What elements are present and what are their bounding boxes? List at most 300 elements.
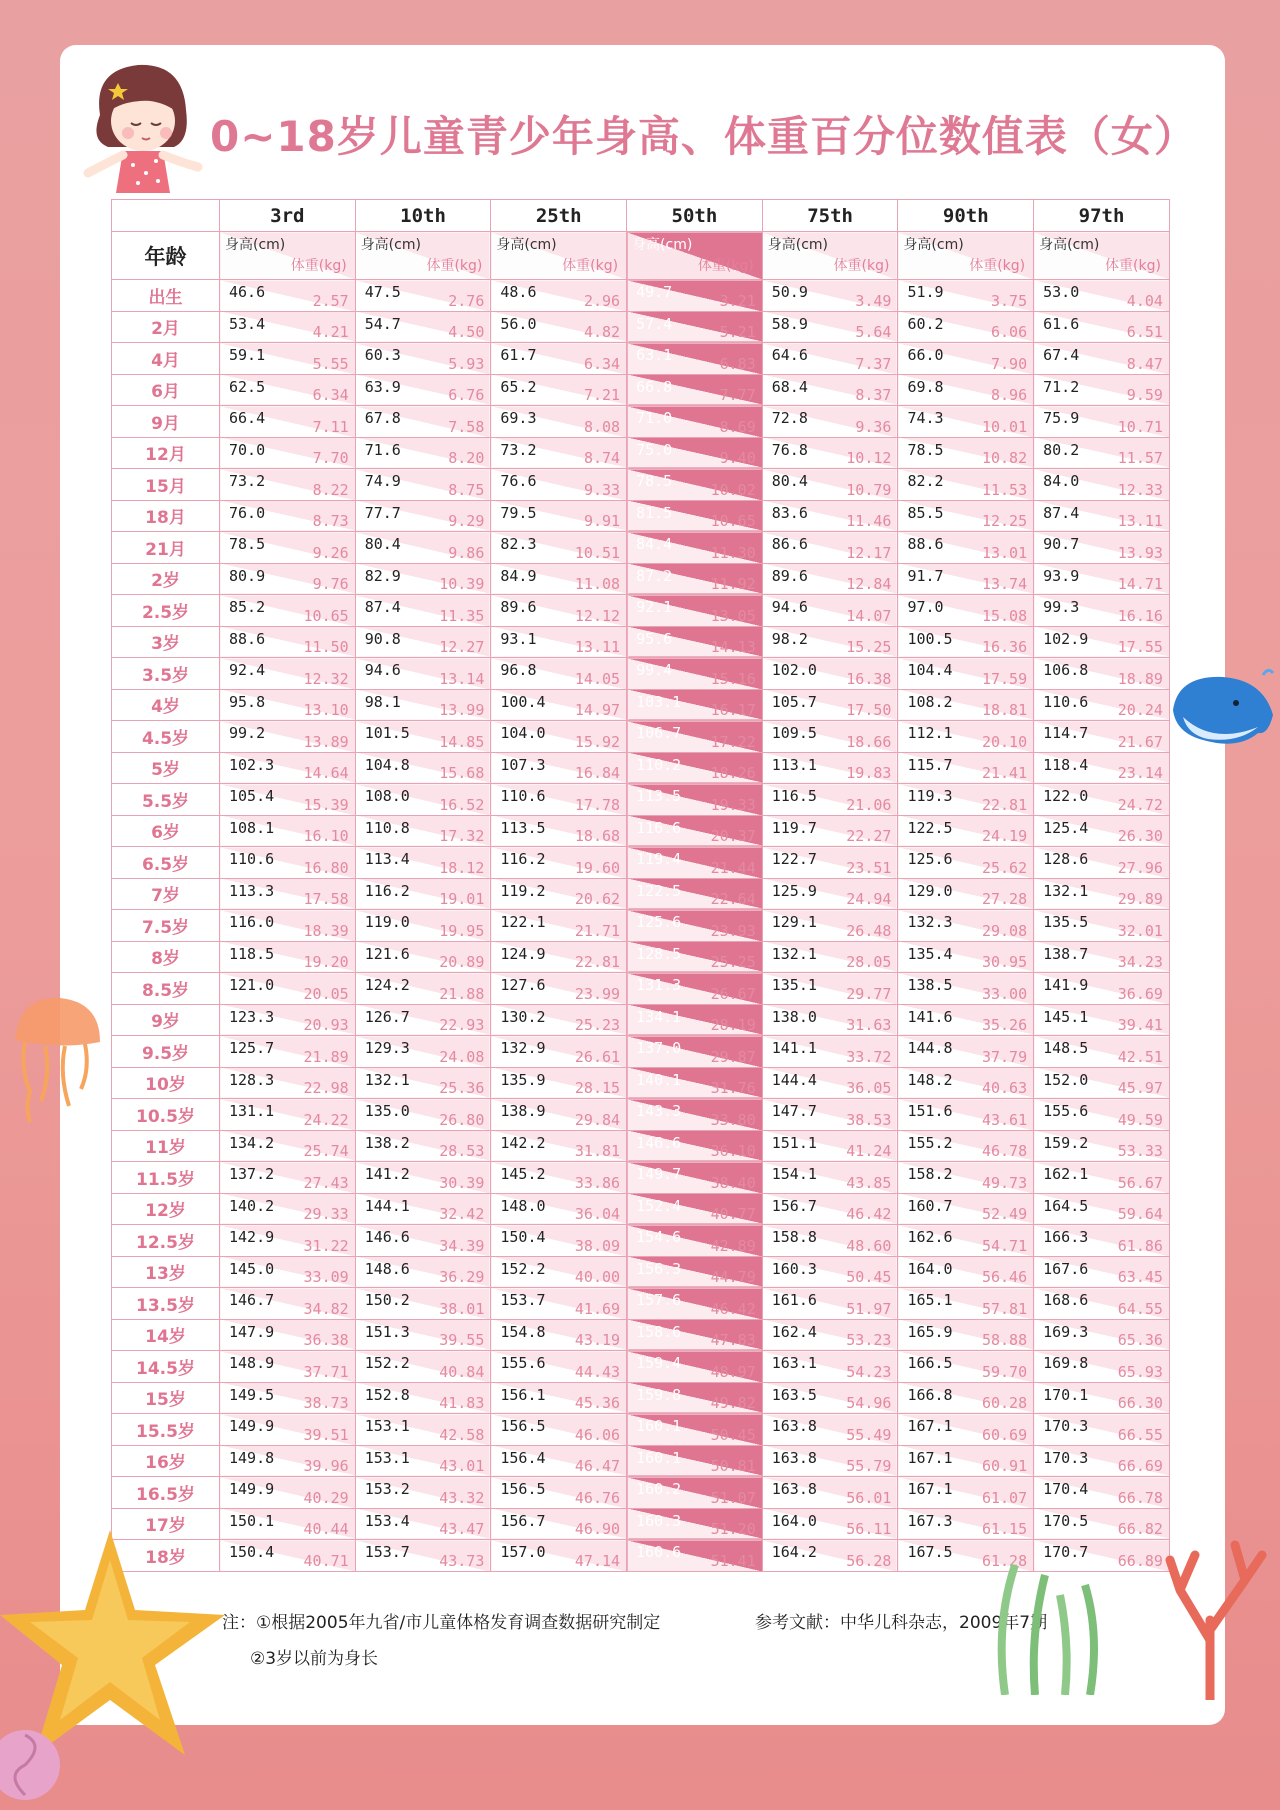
height-value: 128.6 (1043, 850, 1089, 868)
value-cell (491, 626, 627, 658)
weight-value: 31.63 (846, 1016, 892, 1034)
height-value: 94.6 (364, 661, 401, 679)
value-cell (220, 1004, 356, 1036)
weight-value: 65.36 (1117, 1331, 1163, 1349)
value-cell (491, 1508, 627, 1540)
height-value: 91.7 (907, 566, 944, 585)
height-value: 84.4 (636, 535, 673, 553)
value-cell (762, 626, 898, 658)
weight-value: 41.69 (574, 1299, 621, 1318)
height-value: 150.1 (229, 1511, 275, 1530)
notes (222, 1608, 661, 1669)
weight-value: 17.59 (981, 669, 1028, 688)
height-value: 163.8 (771, 1417, 817, 1435)
value-cell (355, 1382, 491, 1414)
age-cell: 12月 (112, 437, 220, 469)
value-cell (220, 311, 356, 343)
weight-value: 4.21 (312, 323, 349, 341)
height-value: 124.2 (364, 976, 410, 994)
weight-value: 16.52 (439, 795, 485, 814)
percentile-header: 50th (627, 200, 763, 232)
age-cell: 14.5岁 (112, 1351, 220, 1383)
height-value: 49.7 (636, 283, 673, 301)
height-value: 132.1 (771, 944, 817, 963)
value-cell (762, 406, 898, 438)
reference-note: 参考文献：中华儿科杂志，2009年7期 (755, 1613, 1048, 1633)
height-value: 74.3 (907, 409, 944, 427)
weight-value: 17.32 (439, 827, 485, 845)
unit-header-cell (627, 232, 763, 280)
weight-value: 16.84 (574, 764, 621, 782)
weight-value: 22.81 (574, 953, 621, 971)
weight-value: 36.29 (439, 1268, 485, 1286)
value-cell (762, 752, 898, 784)
height-value: 154.1 (771, 1165, 817, 1183)
weight-value: 15.68 (439, 764, 485, 782)
height-value: 78.5 (229, 535, 266, 553)
value-cell (1034, 1193, 1170, 1225)
height-unit-label: 身高(cm) (496, 237, 557, 253)
age-cell: 7.5岁 (112, 910, 220, 942)
value-cell (762, 1351, 898, 1383)
value-cell (1034, 1130, 1170, 1162)
weight-value: 29.87 (710, 1047, 756, 1066)
weight-value: 17.58 (303, 890, 349, 908)
weight-value: 33.00 (981, 984, 1028, 1003)
table-row (112, 1099, 1170, 1131)
value-cell (1034, 437, 1170, 469)
value-cell (898, 500, 1034, 532)
value-cell (1034, 878, 1170, 910)
table-row (112, 1193, 1170, 1225)
weight-value: 30.95 (981, 953, 1028, 971)
table-row (112, 280, 1170, 312)
height-value: 57.4 (636, 314, 673, 333)
height-value: 98.2 (771, 629, 808, 648)
value-cell (627, 1288, 763, 1320)
value-cell (762, 1036, 898, 1068)
value-cell (355, 1540, 491, 1572)
height-value: 101.5 (364, 724, 410, 742)
weight-value: 6.83 (719, 354, 756, 373)
value-cell (355, 689, 491, 721)
weight-value: 26.61 (574, 1047, 621, 1066)
table-row (112, 658, 1170, 690)
height-value: 131.1 (229, 1102, 275, 1120)
weight-value: 19.83 (846, 764, 892, 782)
weight-value: 7.37 (855, 354, 892, 373)
weight-value: 39.96 (303, 1457, 349, 1475)
height-value: 113.5 (500, 818, 546, 837)
weight-value: 5.64 (855, 323, 892, 341)
value-cell (627, 1319, 763, 1351)
weight-value: 38.09 (574, 1236, 621, 1255)
table-row (112, 563, 1170, 595)
weight-value: 48.60 (846, 1236, 892, 1255)
weight-value: 9.29 (448, 512, 485, 530)
value-cell (762, 311, 898, 343)
table-row (112, 1004, 1170, 1036)
weight-value: 31.76 (710, 1079, 756, 1097)
height-unit-label: 身高(cm) (767, 237, 829, 253)
weight-value: 11.35 (439, 606, 485, 625)
value-cell (355, 469, 491, 501)
age-cell: 4.5岁 (112, 721, 220, 753)
weight-value: 66.30 (1117, 1394, 1163, 1412)
height-value: 149.7 (636, 1165, 682, 1183)
weight-value: 44.79 (710, 1268, 756, 1286)
height-value: 76.0 (229, 503, 266, 522)
weight-value: 52.49 (981, 1205, 1028, 1223)
weight-value: 29.08 (981, 921, 1028, 940)
height-value: 147.7 (771, 1102, 817, 1120)
weight-value: 25.23 (574, 1016, 621, 1034)
value-cell (355, 1067, 491, 1099)
value-cell (898, 311, 1034, 343)
weight-value: 9.40 (719, 449, 756, 467)
height-value: 135.9 (500, 1070, 546, 1089)
weight-value: 50.45 (846, 1268, 892, 1286)
weight-value: 22.27 (846, 827, 892, 845)
value-cell (1034, 469, 1170, 501)
height-value: 84.0 (1043, 472, 1080, 490)
weight-value: 14.85 (439, 732, 485, 751)
weight-value: 61.15 (981, 1520, 1028, 1538)
weight-value: 8.69 (719, 417, 756, 436)
height-value: 90.8 (364, 629, 401, 648)
height-unit-label: 身高(cm) (903, 237, 964, 253)
height-value: 169.3 (1043, 1322, 1089, 1341)
height-value: 166.5 (907, 1354, 953, 1372)
weight-value: 11.92 (710, 575, 756, 593)
height-value: 167.1 (907, 1480, 953, 1498)
weight-value: 39.41 (1117, 1016, 1163, 1034)
weight-value: 56.28 (846, 1551, 892, 1570)
height-value: 96.8 (500, 661, 537, 679)
height-value: 160.3 (636, 1511, 682, 1530)
weight-value: 23.93 (710, 921, 756, 940)
age-cell: 9.5岁 (112, 1036, 220, 1068)
weight-value: 56.11 (846, 1520, 892, 1538)
table-row (112, 1162, 1170, 1194)
height-value: 75.0 (636, 440, 673, 459)
age-cell: 6岁 (112, 815, 220, 847)
value-cell (1034, 1351, 1170, 1383)
weight-value: 35.26 (981, 1016, 1028, 1034)
value-cell (491, 658, 627, 690)
weight-value: 34.82 (303, 1299, 349, 1318)
value-cell (355, 910, 491, 942)
height-value: 156.7 (771, 1196, 817, 1215)
value-cell (491, 1162, 627, 1194)
height-value: 85.2 (229, 598, 266, 616)
weight-value: 25.62 (981, 858, 1028, 877)
value-cell (762, 280, 898, 312)
table-row (112, 1036, 1170, 1068)
height-value: 103.1 (636, 692, 682, 711)
value-cell (898, 1130, 1034, 1162)
age-cell: 6.5岁 (112, 847, 220, 879)
value-cell (762, 721, 898, 753)
value-cell (762, 658, 898, 690)
value-cell (220, 1319, 356, 1351)
weight-value: 13.89 (303, 732, 349, 751)
height-value: 100.5 (907, 629, 953, 648)
weight-value: 5.55 (312, 354, 349, 373)
percentile-header: 25th (491, 200, 627, 232)
height-value: 108.1 (229, 818, 275, 837)
weight-value: 10.51 (574, 543, 621, 562)
weight-value: 2.76 (448, 291, 485, 310)
table-row (112, 941, 1170, 973)
value-cell (898, 1162, 1034, 1194)
value-cell (627, 973, 763, 1005)
height-value: 153.1 (364, 1417, 410, 1435)
value-cell (762, 1193, 898, 1225)
value-cell (220, 1445, 356, 1477)
value-cell (1034, 280, 1170, 312)
age-cell: 13.5岁 (112, 1288, 220, 1320)
height-value: 165.1 (907, 1291, 953, 1309)
weight-value: 66.82 (1117, 1520, 1163, 1538)
height-value: 122.0 (1043, 787, 1089, 805)
height-value: 53.0 (1043, 283, 1080, 301)
height-value: 149.8 (229, 1448, 275, 1467)
weight-value: 36.05 (846, 1079, 892, 1097)
height-value: 161.6 (771, 1291, 817, 1309)
height-value: 50.9 (771, 283, 808, 301)
unit-header-cell (1034, 232, 1170, 280)
table-row (112, 469, 1170, 501)
weight-value: 14.64 (303, 764, 349, 782)
weight-value: 21.89 (303, 1047, 349, 1066)
weight-value: 51.41 (710, 1551, 756, 1570)
height-value: 100.4 (500, 692, 546, 711)
weight-value: 11.57 (1117, 449, 1163, 467)
height-value: 68.4 (771, 377, 808, 396)
table-row (112, 784, 1170, 816)
weight-value: 34.39 (439, 1236, 485, 1255)
height-value: 170.5 (1043, 1511, 1089, 1530)
weight-value: 8.75 (448, 480, 485, 499)
table-row (112, 311, 1170, 343)
weight-value: 24.72 (1117, 795, 1163, 814)
height-value: 164.0 (771, 1511, 817, 1530)
weight-unit-label: 体重(kg) (426, 258, 483, 274)
height-value: 148.2 (907, 1070, 953, 1089)
weight-value: 47.83 (710, 1331, 756, 1349)
value-cell (898, 1351, 1034, 1383)
height-value: 99.3 (1043, 598, 1080, 616)
weight-value: 46.42 (710, 1299, 756, 1318)
unit-header-cell (220, 232, 356, 280)
value-cell (220, 784, 356, 816)
value-cell (1034, 563, 1170, 595)
weight-value: 22.98 (303, 1079, 349, 1097)
value-cell (762, 815, 898, 847)
table-row (112, 374, 1170, 406)
value-cell (220, 658, 356, 690)
weight-value: 43.47 (439, 1520, 485, 1538)
weight-value: 7.90 (991, 354, 1028, 373)
value-cell (627, 595, 763, 627)
weight-value: 14.71 (1117, 575, 1163, 593)
weight-value: 42.51 (1117, 1047, 1163, 1066)
weight-value: 40.63 (981, 1079, 1028, 1097)
height-value: 76.6 (500, 472, 537, 490)
height-value: 125.6 (636, 913, 682, 931)
value-cell (355, 1508, 491, 1540)
value-cell (355, 1130, 491, 1162)
height-value: 137.2 (229, 1165, 275, 1183)
weight-value: 10.01 (981, 417, 1028, 436)
value-cell (220, 1414, 356, 1446)
height-value: 167.1 (907, 1448, 953, 1467)
weight-value: 39.55 (439, 1331, 485, 1349)
table-row (112, 1445, 1170, 1477)
height-value: 116.2 (500, 850, 546, 868)
value-cell (220, 563, 356, 595)
weight-value: 10.71 (1117, 417, 1163, 436)
value-cell (491, 1445, 627, 1477)
height-value: 156.7 (500, 1511, 546, 1530)
value-cell (491, 1099, 627, 1131)
height-value: 87.4 (1043, 503, 1080, 522)
weight-value: 12.33 (1117, 480, 1163, 499)
value-cell (627, 815, 763, 847)
weight-value: 15.39 (303, 795, 349, 814)
table-row (112, 1382, 1170, 1414)
weight-value: 9.33 (583, 480, 621, 499)
height-value: 154.8 (500, 1322, 546, 1341)
value-cell (355, 626, 491, 658)
weight-value: 40.84 (439, 1362, 485, 1381)
weight-value: 51.97 (846, 1299, 892, 1318)
height-value: 104.8 (364, 755, 410, 774)
height-value: 132.3 (907, 913, 953, 931)
value-cell (898, 563, 1034, 595)
weight-value: 38.73 (303, 1394, 349, 1412)
weight-value: 60.28 (981, 1394, 1028, 1412)
weight-value: 36.38 (303, 1331, 349, 1349)
height-value: 66.0 (907, 346, 944, 364)
weight-value: 13.74 (981, 575, 1028, 593)
value-cell (627, 1067, 763, 1099)
age-cell: 15月 (112, 469, 220, 501)
weight-value: 19.60 (574, 858, 621, 877)
height-value: 64.6 (771, 346, 808, 364)
value-cell (627, 878, 763, 910)
value-cell (1034, 1099, 1170, 1131)
height-value: 53.4 (229, 314, 266, 333)
height-value: 155.6 (1043, 1102, 1089, 1120)
value-cell (898, 752, 1034, 784)
table-row (112, 973, 1170, 1005)
weight-value: 29.89 (1117, 890, 1163, 908)
height-value: 156.5 (500, 1480, 546, 1498)
value-cell (491, 1256, 627, 1288)
unit-header-row (112, 232, 1170, 280)
weight-value: 42.58 (439, 1425, 485, 1444)
weight-value: 13.11 (1117, 512, 1163, 530)
height-value: 149.9 (229, 1417, 275, 1435)
age-cell: 16.5岁 (112, 1477, 220, 1509)
height-value: 164.5 (1043, 1196, 1089, 1215)
weight-value: 12.27 (439, 638, 485, 656)
weight-value: 16.10 (303, 827, 349, 845)
height-value: 92.1 (636, 598, 673, 616)
percentile-header: 10th (355, 200, 491, 232)
value-cell (762, 910, 898, 942)
weight-value: 56.67 (1117, 1173, 1163, 1192)
table-row (112, 752, 1170, 784)
value-cell (491, 1382, 627, 1414)
height-value: 71.6 (364, 440, 401, 459)
height-value: 119.7 (771, 818, 817, 837)
height-value: 119.3 (907, 787, 953, 805)
height-value: 158.2 (907, 1165, 953, 1183)
height-value: 166.3 (1043, 1228, 1089, 1246)
height-value: 62.5 (229, 377, 266, 396)
weight-value: 19.20 (303, 953, 349, 971)
value-cell (762, 1477, 898, 1509)
table-row (112, 1067, 1170, 1099)
weight-value: 45.97 (1117, 1079, 1163, 1097)
height-value: 156.1 (500, 1385, 546, 1404)
height-value: 135.4 (907, 944, 953, 963)
weight-unit-label: 体重(kg) (562, 258, 619, 274)
height-value: 116.6 (636, 818, 682, 837)
height-value: 135.1 (771, 976, 817, 994)
height-value: 92.4 (229, 661, 266, 679)
table-row (112, 595, 1170, 627)
value-cell (491, 343, 627, 375)
age-cell: 4岁 (112, 689, 220, 721)
value-cell (1034, 500, 1170, 532)
height-value: 127.6 (500, 976, 546, 994)
weight-value: 4.04 (1126, 291, 1163, 310)
height-value: 145.0 (229, 1259, 275, 1278)
height-value: 155.2 (907, 1133, 953, 1152)
value-cell (898, 689, 1034, 721)
value-cell (762, 1382, 898, 1414)
value-cell (355, 406, 491, 438)
height-value: 123.3 (229, 1007, 275, 1026)
weight-value: 58.88 (981, 1331, 1028, 1349)
weight-value: 38.01 (439, 1299, 485, 1318)
height-value: 159.2 (1043, 1133, 1089, 1152)
value-cell (762, 1162, 898, 1194)
height-value: 110.8 (364, 818, 410, 837)
value-cell (627, 658, 763, 690)
height-value: 144.4 (771, 1070, 817, 1089)
table-row (112, 500, 1170, 532)
height-value: 110.6 (229, 850, 275, 868)
table-row (112, 1288, 1170, 1320)
value-cell (627, 406, 763, 438)
value-cell (1034, 815, 1170, 847)
weight-value: 20.89 (439, 953, 485, 971)
value-cell (220, 847, 356, 879)
weight-value: 12.84 (846, 575, 892, 593)
weight-value: 6.34 (312, 386, 349, 404)
value-cell (355, 563, 491, 595)
value-cell (1034, 1414, 1170, 1446)
height-value: 167.1 (907, 1417, 953, 1435)
height-value: 155.6 (500, 1354, 546, 1372)
percentile-header-row (112, 200, 1170, 232)
weight-value: 9.86 (448, 543, 485, 562)
